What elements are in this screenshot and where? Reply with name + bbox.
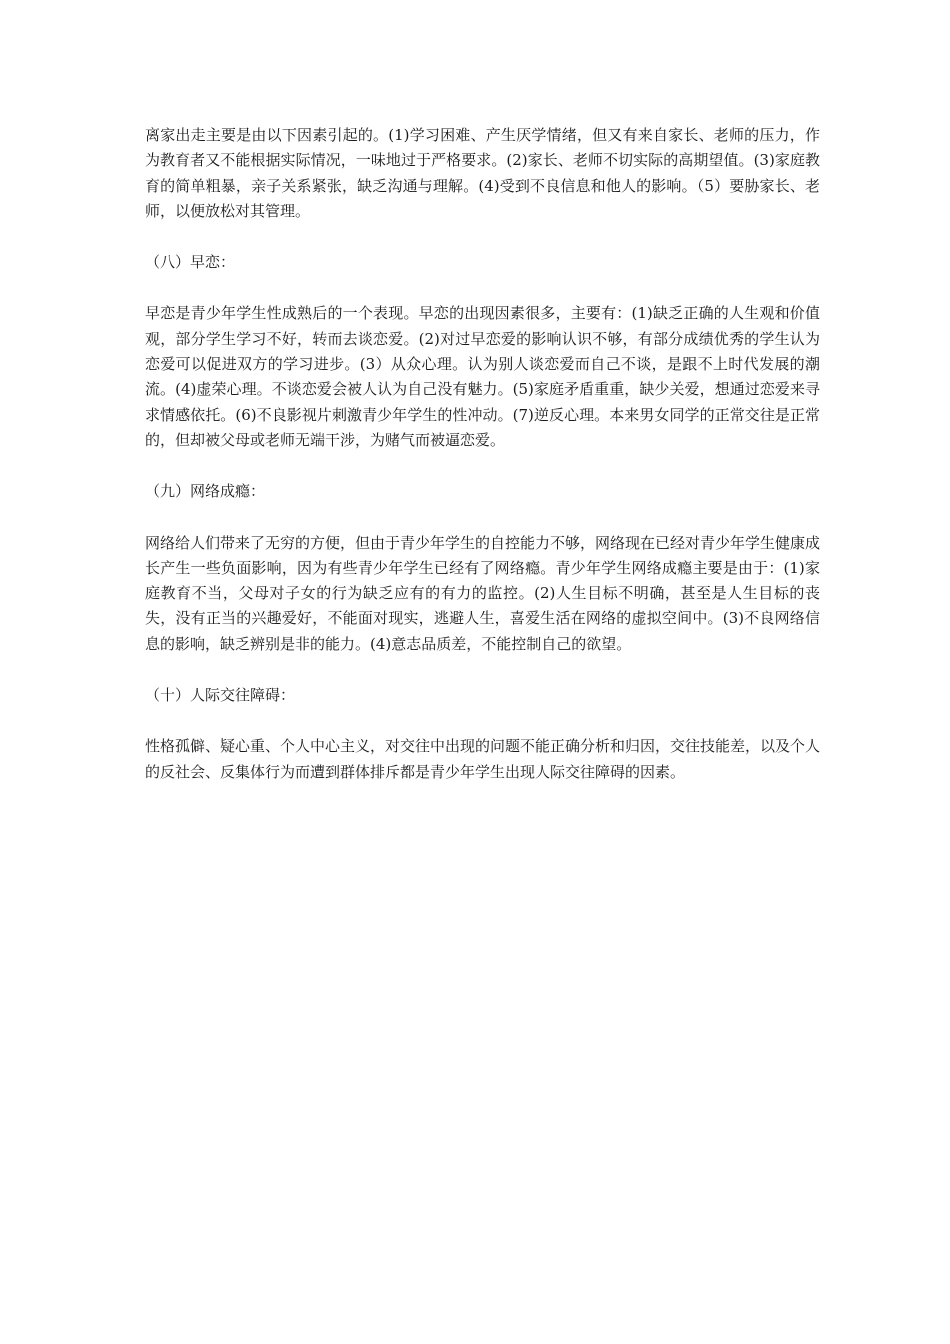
spacer bbox=[145, 505, 820, 531]
paragraph-social-obstacle: 性格孤僻、疑心重、个人中心主义，对交往中出现的问题不能正确分析和归因，交往技能差，以及个人的反社会、反集体行为而遭到群体排斥都是青少年学生出现人际交往障碍的因素。 bbox=[145, 737, 821, 781]
paragraph-runaway: 离家出走主要是由以下因素引起的。(1)学习困难、产生厌学情绪，但又有来自家长、老师的压力，作为教育者又不能根据实际情况，一味地过于严格要求。(2)家长、老师不切实际的高期望值。(3)家庭教育的简单粗暴，亲子关系紧张，缺乏沟通与理解。(4)受到不良信息和他人的影响。（5）要胁家长、老师，以便放松对其管理。 bbox=[145, 126, 820, 220]
spacer bbox=[145, 453, 820, 479]
paragraph-early-love: 早恋是青少年学生性成熟后的一个表现。早恋的出现因素很多，主要有：(1)缺乏正确的人生观和价值观，部分学生学习不好，转而去谈恋爱。(2)对过早恋爱的影响认识不够，有部分成绩优秀的学生认为恋爱可以促进双方的学习进步。(3）从众心理。认为别人谈恋爱而自己不谈，是跟不上时代发展的潮流。(4)虚荣心理。不谈恋爱会被人认为自己没有魅力。(5)家庭矛盾重重，缺少关爱，想通过恋爱来寻求情感依托。(6)不良影视片刺激青少年学生的性冲动。(7)逆反心理。本来男女同学的正常交往是正常的，但却被父母或老师无端干涉，为赌气而被逼恋爱。 bbox=[145, 304, 820, 449]
paragraph-internet-addiction: 网络给人们带来了无穷的方便，但由于青少年学生的自控能力不够，网络现在已经对青少年学生健康成长产生一些负面影响，因为有些青少年学生已经有了网络瘾。青少年学生网络成瘾主要是由于：(1)家庭教育不当，父母对子女的行为缺乏应有的有力的监控。(2)人生目标不明确，甚至是人生目标的丧失，没有正当的兴趣爱好，不能面对现实，逃避人生，喜爱生活在网络的虚拟空间中。(3)不良网络信息的影响，缺乏辨别是非的能力。(4)意志品质差，不能控制自己的欲望。 bbox=[145, 533, 821, 653]
spacer bbox=[145, 657, 820, 683]
heading-social-obstacle: （十）人际交往障碍： bbox=[145, 686, 296, 705]
heading-internet-addiction: （九）网络成瘾： bbox=[145, 482, 266, 501]
spacer bbox=[145, 708, 820, 734]
document-page bbox=[145, 123, 820, 785]
spacer bbox=[145, 224, 820, 250]
spacer bbox=[145, 275, 820, 301]
heading-early-love: （八）早恋： bbox=[145, 253, 236, 272]
